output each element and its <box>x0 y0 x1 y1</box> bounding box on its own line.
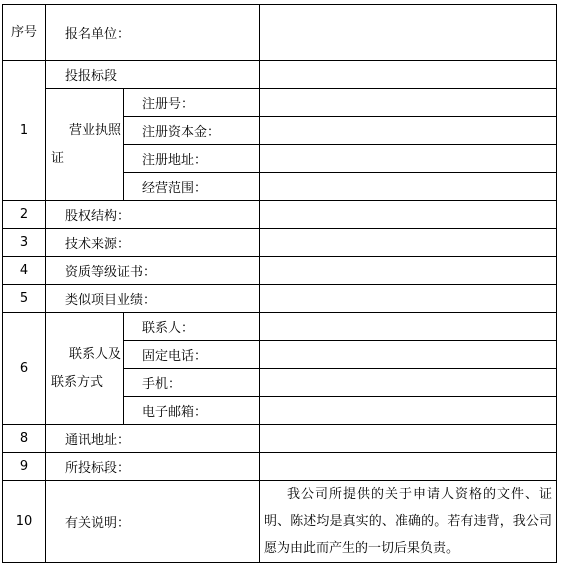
equity-label-cell <box>46 201 260 229</box>
bid-lot-label-cell <box>46 453 260 481</box>
statement-label-cell <box>46 481 260 563</box>
tech-source-value-field[interactable] <box>260 229 557 257</box>
contact-sub-label-cell <box>124 397 260 425</box>
table-row-license-1 <box>3 89 557 117</box>
contact-sub-label: 联系人： <box>142 321 195 336</box>
license-sub-label: 注册号： <box>142 97 195 112</box>
seq-cell-10 <box>3 481 46 563</box>
bid-section-label: 投报标段 <box>65 69 118 84</box>
seq-8: 8 <box>19 431 29 446</box>
seq-5: 5 <box>19 291 29 306</box>
license-sub-label-cell <box>124 145 260 173</box>
past-projects-label-cell <box>46 285 260 313</box>
bid-lot-label: 所投标段： <box>65 461 131 476</box>
license-sub-value-field[interactable] <box>260 117 557 145</box>
seq-cell-4 <box>3 257 46 285</box>
past-projects-value-field[interactable] <box>260 285 557 313</box>
statement-text-cell <box>260 481 557 563</box>
address-value-field[interactable] <box>260 425 557 453</box>
seq-cell-3 <box>3 229 46 257</box>
license-sub-label-cell <box>124 173 260 201</box>
table-row-bid-lot <box>3 453 557 481</box>
seq-cell-6 <box>3 313 46 425</box>
seq-cell-8 <box>3 425 46 453</box>
bid-section-label-cell <box>46 61 260 89</box>
qualification-label-cell <box>46 257 260 285</box>
seq-cell-2 <box>3 201 46 229</box>
contact-sub-value-field[interactable] <box>260 341 557 369</box>
contact-sub-label-cell <box>124 341 260 369</box>
seq-header-cell <box>3 5 46 61</box>
license-sub-label: 经营范围： <box>142 181 208 196</box>
contact-sub-value-field[interactable] <box>260 369 557 397</box>
seq-10: 10 <box>15 514 33 529</box>
contact-sub-label: 手机： <box>142 377 182 392</box>
license-sub-label: 注册地址： <box>142 153 208 168</box>
seq-1: 1 <box>19 123 29 138</box>
tech-source-label: 技术来源： <box>65 237 131 252</box>
unit-label-cell <box>46 5 260 61</box>
unit-label: 报名单位： <box>65 27 131 42</box>
seq-cell-9 <box>3 453 46 481</box>
seq-3: 3 <box>19 235 29 250</box>
statement-text: 我公司所提供的关于申请人资格的文件、证明、陈述均是真实的、准确的。若有违背，我公司愿为由此而产生的一切后果负责。 <box>264 487 553 556</box>
contact-label-cell <box>46 313 124 425</box>
equity-value-field[interactable] <box>260 201 557 229</box>
contact-sub-value-field[interactable] <box>260 397 557 425</box>
table-row-unit <box>3 5 557 61</box>
table-row-tech-source <box>3 229 557 257</box>
seq-header-label: 序号 <box>10 24 37 40</box>
equity-label: 股权结构： <box>65 209 131 224</box>
bid-lot-value-field[interactable] <box>260 453 557 481</box>
qualification-label: 资质等级证书： <box>65 265 157 280</box>
license-label-cell <box>46 89 124 201</box>
seq-9: 9 <box>19 459 29 474</box>
table-row-contact-1 <box>3 313 557 341</box>
unit-value-field[interactable] <box>260 5 557 61</box>
table-row-equity <box>3 201 557 229</box>
tech-source-label-cell <box>46 229 260 257</box>
contact-sub-value-field[interactable] <box>260 313 557 341</box>
contact-sub-label-cell <box>124 369 260 397</box>
table-row-past-projects <box>3 285 557 313</box>
past-projects-label: 类似项目业绩： <box>65 293 157 308</box>
contact-label: 联系人及联系方式 <box>51 346 122 390</box>
seq-6: 6 <box>19 361 29 376</box>
registration-form-table <box>2 4 557 563</box>
seq-2: 2 <box>19 207 29 222</box>
contact-sub-label: 固定电话： <box>142 349 208 364</box>
seq-4: 4 <box>19 263 29 278</box>
contact-sub-label-cell <box>124 313 260 341</box>
license-sub-value-field[interactable] <box>260 145 557 173</box>
bid-section-value-field[interactable] <box>260 61 557 89</box>
statement-label: 有关说明： <box>65 516 131 531</box>
table-row-qualification <box>3 257 557 285</box>
seq-cell-1 <box>3 61 46 201</box>
address-label: 通讯地址： <box>65 433 131 448</box>
table-row-address <box>3 425 557 453</box>
table-row-statement <box>3 481 557 563</box>
license-sub-value-field[interactable] <box>260 173 557 201</box>
license-sub-label-cell <box>124 117 260 145</box>
license-sub-value-field[interactable] <box>260 89 557 117</box>
contact-sub-label: 电子邮箱： <box>142 405 208 420</box>
qualification-value-field[interactable] <box>260 257 557 285</box>
license-label: 营业执照证 <box>51 122 122 166</box>
seq-cell-5 <box>3 285 46 313</box>
license-sub-label: 注册资本金： <box>142 125 221 140</box>
address-label-cell <box>46 425 260 453</box>
table-row-bid-section <box>3 61 557 89</box>
license-sub-label-cell <box>124 89 260 117</box>
